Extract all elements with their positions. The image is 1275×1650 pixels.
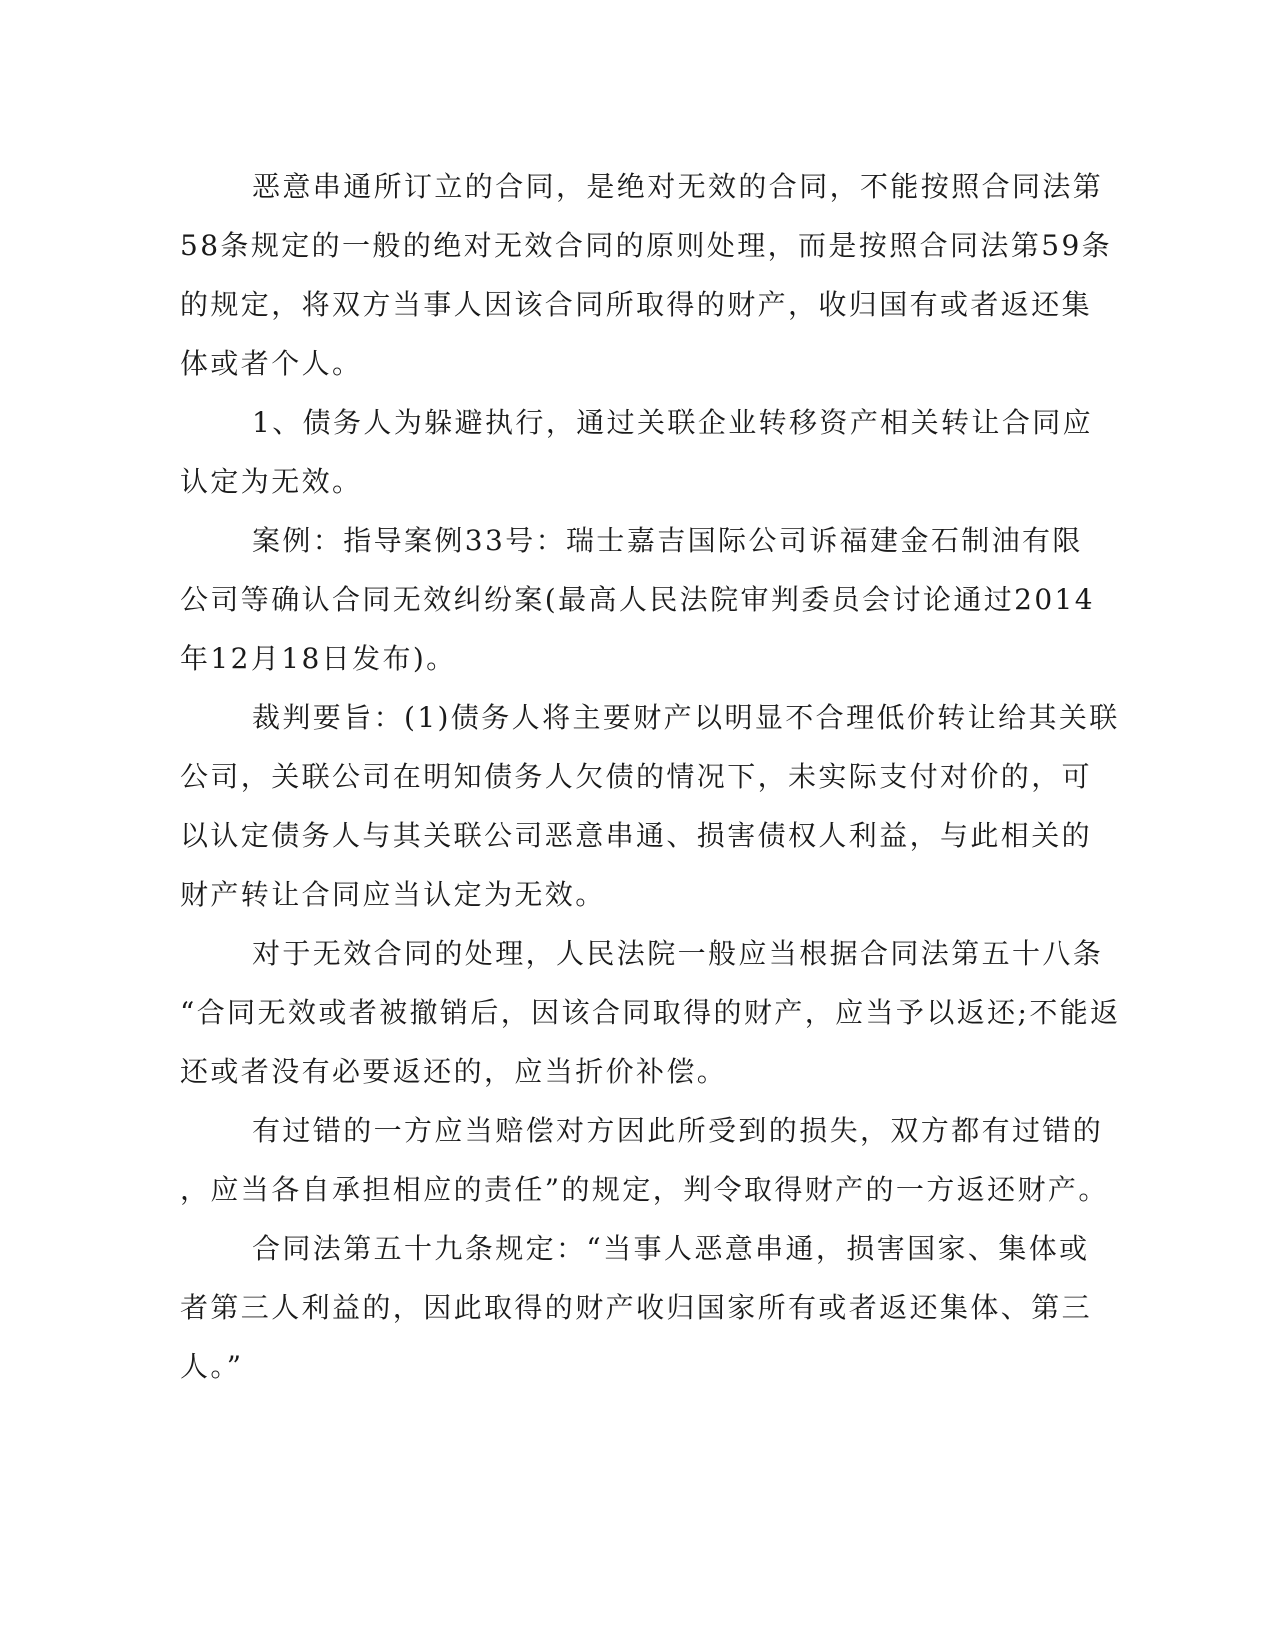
text-line: 年12月18日发布)。 [180, 642, 457, 675]
text-line: 认定为无效。 [180, 465, 363, 498]
text-line: 对于无效合同的处理，人民法院一般应当根据合同法第五十八条 [252, 937, 1104, 970]
paragraph-1 [180, 157, 1113, 393]
text-line: 裁判要旨：(1)债务人将主要财产以明显不合理低价转让给其关联 [252, 701, 1120, 734]
text-line: 58条规定的一般的绝对无效合同的原则处理，而是按照合同法第59条 [180, 229, 1113, 262]
document-body [180, 157, 1121, 1396]
text-line: 财产转让合同应当认定为无效。 [180, 878, 606, 911]
text-line: 恶意串通所订立的合同，是绝对无效的合同，不能按照合同法第 [252, 170, 1104, 203]
paragraph-5 [180, 924, 1121, 1101]
text-line: 还或者没有必要返还的，应当折价补偿。 [180, 1055, 728, 1088]
text-line: 的规定，将双方当事人因该合同所取得的财产，收归国有或者返还集 [180, 288, 1093, 321]
text-line: 有过错的一方应当赔偿对方因此所受到的损失，双方都有过错的 [252, 1114, 1104, 1147]
text-line: 公司等确认合同无效纠纷案(最高人民法院审判委员会讨论通过2014 [180, 583, 1095, 616]
text-line: 1、债务人为躲避执行，通过关联企业转移资产相关转让合同应 [252, 406, 1094, 439]
paragraph-2 [180, 393, 1094, 511]
text-line: 合同法第五十九条规定：“当事人恶意串通，损害国家、集体或 [252, 1232, 1090, 1265]
paragraph-3 [180, 511, 1095, 688]
text-line: ，应当各自承担相应的责任”的规定，判令取得财产的一方返还财产。 [180, 1173, 1109, 1206]
paragraph-6 [180, 1101, 1109, 1219]
text-line: 以认定债务人与其关联公司恶意串通、损害债权人利益，与此相关的 [180, 819, 1093, 852]
paragraph-4 [180, 688, 1120, 924]
text-line: 者第三人利益的，因此取得的财产收归国家所有或者返还集体、第三 [180, 1291, 1093, 1324]
text-line: 公司，关联公司在明知债务人欠债的情况下，未实际支付对价的，可 [180, 760, 1093, 793]
text-line: “合同无效或者被撤销后，因该合同取得的财产，应当予以返还;不能返 [180, 996, 1121, 1029]
text-line: 人。” [180, 1350, 244, 1383]
paragraph-7 [180, 1219, 1093, 1396]
text-line: 案例：指导案例33号：瑞士嘉吉国际公司诉福建金石制油有限 [252, 524, 1083, 557]
text-line: 体或者个人。 [180, 347, 363, 380]
